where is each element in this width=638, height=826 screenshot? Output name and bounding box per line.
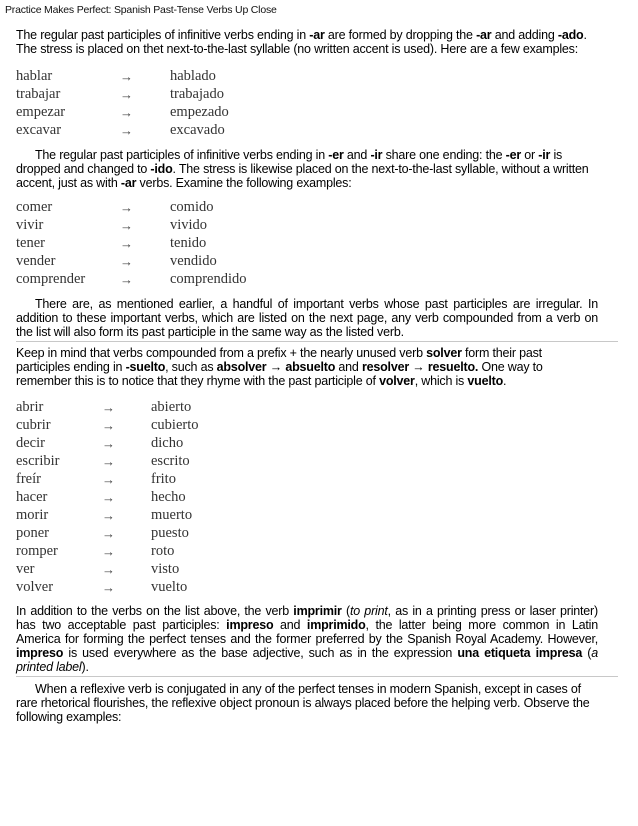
participle-absuelto: absuelto <box>285 360 336 374</box>
past-participle: vendido <box>170 253 217 269</box>
suffix-ar: -ar <box>476 28 492 42</box>
infinitive: poner <box>16 525 50 541</box>
document-body <box>16 28 604 724</box>
text: , the latter being more common in Latin America for forming the perfect tenses and the former preferred by the Spanish Royal Academy. However, <box>16 618 598 646</box>
verb-row <box>16 68 604 86</box>
infinitive: vender <box>16 253 56 269</box>
suffix-suelto: -suelto <box>125 360 166 374</box>
verb-row <box>16 217 604 235</box>
text: . <box>503 374 507 388</box>
text: , which is <box>414 374 468 388</box>
infinitive: cubrir <box>16 417 51 433</box>
verb-row <box>16 122 604 140</box>
paragraph-irregular-intro: There are, as mentioned earlier, a handful of important verbs whose past participles are irregular. In addition to these important verbs, which are listed on the next page, any verb compounded from a verb on the list will also form its past participle in the same way as the listed verb. <box>16 297 598 339</box>
translation-printed-label: a printed label <box>16 646 598 674</box>
infinitive: morir <box>16 507 49 523</box>
verb-solver: solver <box>426 346 462 360</box>
past-participle: vuelto <box>151 579 188 595</box>
arrow-icon: → <box>102 490 115 505</box>
past-participle: empezado <box>170 104 229 120</box>
suffix-ar: -ar <box>309 28 325 42</box>
verb-row <box>16 199 604 217</box>
text: → <box>409 360 428 374</box>
participle-impreso: impreso <box>226 618 274 632</box>
text: are formed by dropping the <box>324 28 477 42</box>
text: form their past participles ending in <box>16 346 542 374</box>
verb-row <box>16 543 604 561</box>
verb-volver: volver <box>379 374 415 388</box>
infinitive: romper <box>16 543 58 559</box>
participle-resuelto: resuelto. <box>427 360 479 374</box>
divider <box>16 676 618 677</box>
suffix-er: -er <box>328 148 344 162</box>
past-participle: cubierto <box>151 417 199 433</box>
verb-row <box>16 525 604 543</box>
verb-row <box>16 579 604 597</box>
paragraph-compound-verbs <box>16 346 596 388</box>
paragraph-reflexive: When a reflexive verb is conjugated in any of the perfect tenses in modern Spanish, except in cases of rare rhetorical flourishes, the reflexive object pronoun is always placed before the helping verb. Observe the following examples: <box>16 682 590 724</box>
text: share one ending: the <box>382 148 506 162</box>
arrow-icon: → <box>102 508 115 523</box>
verb-row <box>16 561 604 579</box>
arrow-icon: → <box>102 454 115 469</box>
text: verbs. Examine the following examples: <box>136 176 352 190</box>
text: , such as <box>165 360 217 374</box>
past-participle: hecho <box>151 489 186 505</box>
infinitive: abrir <box>16 399 44 415</box>
infinitive: vivir <box>16 217 44 233</box>
verb-row <box>16 235 604 253</box>
suffix-ir: -ir <box>538 148 551 162</box>
paragraph-er-ir-intro <box>16 148 598 190</box>
past-participle: excavado <box>170 122 225 138</box>
verb-row <box>16 435 604 453</box>
paragraph-imprimir <box>16 604 598 674</box>
infinitive: decir <box>16 435 45 451</box>
verb-list-ar <box>16 68 604 140</box>
verb-row <box>16 399 604 417</box>
suffix-ido: -ido <box>150 162 173 176</box>
text: is used everywhere as the base adjective, such as in the expression <box>63 646 458 660</box>
text: . The stress is likewise placed on the next-to-the-last syllable, without a written accent, just as with <box>16 162 589 190</box>
past-participle: abierto <box>151 399 192 415</box>
text: ( <box>341 604 350 618</box>
infinitive: tener <box>16 235 45 251</box>
suffix-ar: -ar <box>120 176 137 190</box>
paragraph-ar-intro <box>16 28 594 56</box>
past-participle: trabajado <box>170 86 224 102</box>
divider <box>16 341 618 342</box>
phrase-una-etiqueta-impresa: una etiqueta impresa <box>457 646 583 660</box>
arrow-icon: → <box>120 123 133 138</box>
past-participle: comprendido <box>170 271 247 287</box>
infinitive: comprender <box>16 271 86 287</box>
arrow-icon: → <box>102 562 115 577</box>
infinitive: hablar <box>16 68 53 84</box>
verb-row <box>16 271 604 289</box>
verb-row <box>16 471 604 489</box>
infinitive: escribir <box>16 453 60 469</box>
past-participle: frito <box>151 471 176 487</box>
text: One way to remember this is to notice that they rhyme with the past participle of <box>16 360 543 388</box>
arrow-icon: → <box>120 69 133 84</box>
past-participle: dicho <box>151 435 184 451</box>
participle-imprimido: imprimido <box>306 618 366 632</box>
verb-row <box>16 417 604 435</box>
arrow-icon: → <box>102 526 115 541</box>
arrow-icon: → <box>120 87 133 102</box>
verb-row <box>16 489 604 507</box>
arrow-icon: → <box>102 580 115 595</box>
text: In addition to the verbs on the list above, the verb <box>16 604 294 618</box>
verb-row <box>16 104 604 122</box>
text: or <box>521 148 539 162</box>
text: . The stress is placed on thet next-to-the-last syllable (no written accent is used). Here are a few examples: <box>16 28 587 56</box>
participle-impreso: impreso <box>16 646 64 660</box>
past-participle: vivido <box>170 217 208 233</box>
infinitive: volver <box>16 579 54 595</box>
page-header: Practice Makes Perfect: Spanish Past-Tense Verbs Up Close <box>5 4 277 16</box>
infinitive: excavar <box>16 122 62 138</box>
translation-to-print: to print <box>349 604 388 618</box>
verb-list-irregular <box>16 399 604 597</box>
verb-absolver: absolver <box>216 360 267 374</box>
arrow-icon: → <box>102 400 115 415</box>
text: → <box>266 360 286 374</box>
text: The regular past participles of infinitive verbs ending in <box>16 28 310 42</box>
verb-imprimir: imprimir <box>293 604 342 618</box>
arrow-icon: → <box>120 272 133 287</box>
verb-list-er-ir <box>16 199 604 289</box>
arrow-icon: → <box>120 218 133 233</box>
text: and <box>273 618 307 632</box>
infinitive: freír <box>16 471 41 487</box>
past-participle: tenido <box>170 235 207 251</box>
arrow-icon: → <box>102 418 115 433</box>
verb-resolver: resolver <box>361 360 409 374</box>
text: and <box>335 360 362 374</box>
infinitive: hacer <box>16 489 48 505</box>
arrow-icon: → <box>120 105 133 120</box>
past-participle: comido <box>170 199 214 215</box>
suffix-er: -er <box>505 148 522 162</box>
infinitive: ver <box>16 561 35 577</box>
arrow-icon: → <box>102 544 115 559</box>
verb-row <box>16 453 604 471</box>
suffix-ir: -ir <box>370 148 383 162</box>
text: The regular past participles of infinitive verbs ending in <box>35 148 329 162</box>
arrow-icon: → <box>120 254 133 269</box>
verb-row <box>16 507 604 525</box>
suffix-ado: -ado <box>557 28 584 42</box>
infinitive: trabajar <box>16 86 61 102</box>
text: ). <box>81 660 89 674</box>
past-participle: puesto <box>151 525 189 541</box>
verb-row <box>16 86 604 104</box>
past-participle: roto <box>151 543 175 559</box>
text: ( <box>582 646 592 660</box>
past-participle: hablado <box>170 68 216 84</box>
text: and <box>343 148 371 162</box>
text: and adding <box>491 28 558 42</box>
past-participle: escrito <box>151 453 190 469</box>
past-participle: visto <box>151 561 180 577</box>
participle-vuelto: vuelto <box>467 374 504 388</box>
verb-row <box>16 253 604 271</box>
infinitive: empezar <box>16 104 66 120</box>
text: , as in a printing press or laser printer) has two acceptable past participles: <box>16 604 598 632</box>
past-participle: muerto <box>151 507 193 523</box>
arrow-icon: → <box>102 472 115 487</box>
text: is dropped and changed to <box>16 148 563 176</box>
arrow-icon: → <box>102 436 115 451</box>
arrow-icon: → <box>120 236 133 251</box>
text: Keep in mind that verbs compounded from a prefix + the nearly unused verb <box>16 346 427 360</box>
arrow-icon: → <box>120 200 133 215</box>
infinitive: comer <box>16 199 53 215</box>
